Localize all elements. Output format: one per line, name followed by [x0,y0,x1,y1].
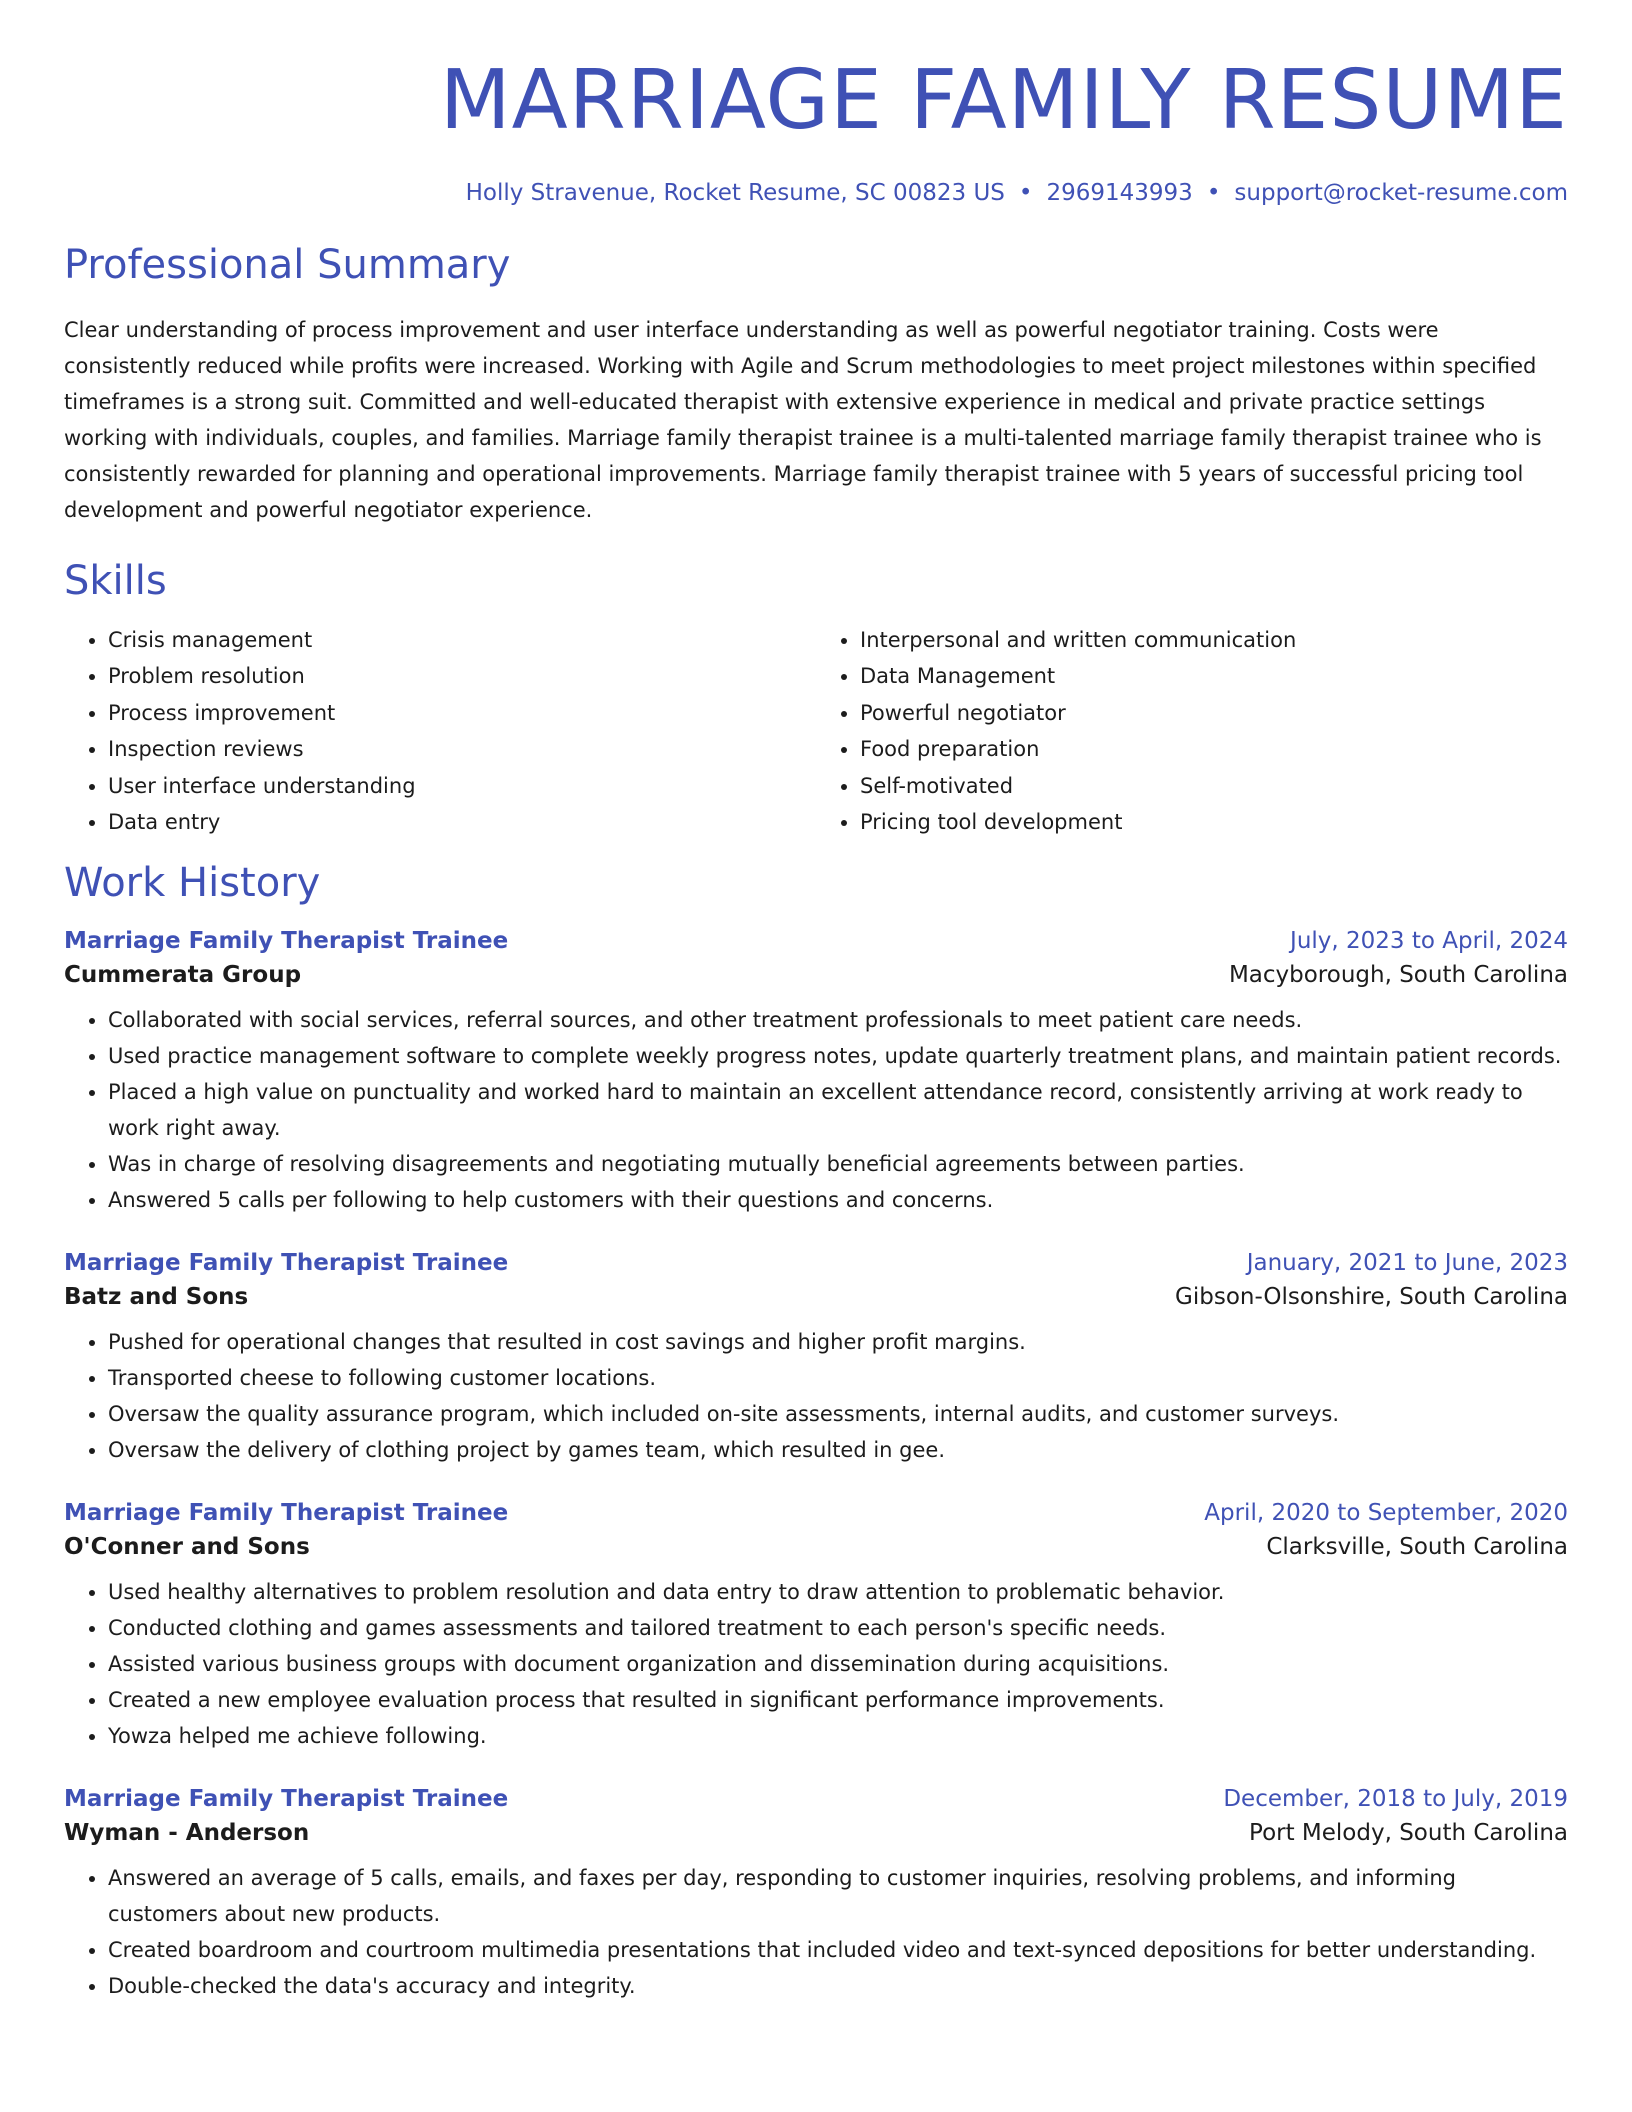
job-dates: December, 2018 to July, 2019 [1223,1786,1568,1813]
job-entry [64,928,1568,1218]
job-title: Marriage Family Therapist Trainee [64,1500,509,1527]
contact-separator: • [1206,180,1221,206]
job-entry [64,1250,1568,1468]
job-location: Clarksville, South Carolina [1266,1534,1568,1561]
job-company-row [64,1534,1568,1560]
skills-heading: Skills [64,558,167,604]
skill-item: • Interpersonal and written communication [860,622,1568,658]
job-dates: January, 2021 to June, 2023 [1246,1250,1568,1277]
job-bullet: • Answered an average of 5 calls, emails, and faxes per day, responding to customer inquiries, resolving problems, and informing customers about new products. [108,1860,1568,1932]
job-dates: April, 2020 to September, 2020 [1204,1500,1568,1527]
job-bullets [64,1002,1568,1218]
contact-phone: 2969143993 [1046,180,1193,206]
job-company-row [64,1284,1568,1310]
job-bullet: • Oversaw the delivery of clothing project by games team, which resulted in gee. [108,1432,1568,1468]
skill-item: • Process improvement [108,695,816,731]
job-company-row [64,962,1568,988]
job-entry [64,1786,1568,2004]
skill-item: • Data entry [108,804,816,840]
summary-text: Clear understanding of process improvement and user interface understanding as well as powerful negotiator training. Costs were consistently reduced while profits were increased. Working with Agile and Scrum methodologies to meet project milestones within specified timeframes is a strong suit. Committed and well-educated therapist with extensive experience in medical and private practice settings working with individuals, couples, and families. Marriage family therapist trainee is a multi-talented marriage family therapist trainee who is consistently rewarded for planning and operational improvements. Marriage family therapist trainee with 5 years of successful pricing tool development and powerful negotiator experience. [64,318,1542,522]
job-company: Wyman - Anderson [64,1820,310,1847]
job-bullets [64,1860,1568,2004]
contact-line [64,180,1568,206]
resume-title: MARRIAGE FAMILY RESUME [439,53,1568,148]
job-header-row [64,1500,1568,1526]
contact-separator: • [1018,180,1033,206]
job-dates: July, 2023 to April, 2024 [1290,928,1568,955]
job-location: Gibson-Olsonshire, South Carolina [1175,1284,1568,1311]
skill-item: • Pricing tool development [860,804,1568,840]
job-bullet: • Created boardroom and courtroom multimedia presentations that included video and text-synced depositions for better understanding. [108,1932,1568,1968]
job-location: Port Melody, South Carolina [1249,1820,1568,1847]
job-header-row [64,1786,1568,1812]
job-bullets [64,1324,1568,1468]
skill-item: • Crisis management [108,622,816,658]
skill-item: • User interface understanding [108,768,816,804]
job-bullet: • Assisted various business groups with document organization and dissemination during acquisitions. [108,1646,1568,1682]
job-entry [64,1500,1568,1754]
job-header-row [64,928,1568,954]
job-title: Marriage Family Therapist Trainee [64,1250,509,1277]
contact-email: support@rocket-resume.com [1234,180,1568,206]
job-bullet: • Transported cheese to following customer locations. [108,1360,1568,1396]
summary-heading: Professional Summary [64,242,511,288]
job-header-row [64,1250,1568,1276]
job-bullet: • Pushed for operational changes that resulted in cost savings and higher profit margins. [108,1324,1568,1360]
job-bullet: • Collaborated with social services, referral sources, and other treatment professionals to meet patient care needs. [108,1002,1568,1038]
job-bullet: • Answered 5 calls per following to help customers with their questions and concerns. [108,1182,1568,1218]
job-bullet: • Used healthy alternatives to problem resolution and data entry to draw attention to problematic behavior. [108,1574,1568,1610]
job-bullet: • Yowza helped me achieve following. [108,1718,1568,1754]
job-company: Batz and Sons [64,1284,249,1311]
skill-item: • Food preparation [860,731,1568,767]
job-title: Marriage Family Therapist Trainee [64,1786,509,1813]
job-bullet: • Used practice management software to complete weekly progress notes, update quarterly treatment plans, and maintain patient records. [108,1038,1568,1074]
skills-column-right [816,622,1568,840]
job-bullet: • Created a new employee evaluation process that resulted in significant performance improvements. [108,1682,1568,1718]
skill-item: • Data Management [860,658,1568,694]
job-company-row [64,1820,1568,1846]
job-bullet: • Oversaw the quality assurance program, which included on-site assessments, internal audits, and customer surveys. [108,1396,1568,1432]
job-bullets [64,1574,1568,1754]
skill-item: • Self-motivated [860,768,1568,804]
job-bullet: • Conducted clothing and games assessments and tailored treatment to each person's specific needs. [108,1610,1568,1646]
skill-item: • Problem resolution [108,658,816,694]
job-company: Cummerata Group [64,962,302,989]
job-bullet: • Placed a high value on punctuality and worked hard to maintain an excellent attendance record, consistently arriving at work ready to work right away. [108,1074,1568,1146]
job-company: O'Conner and Sons [64,1534,310,1561]
contact-address: Holly Stravenue, Rocket Resume, SC 00823 US [465,180,1005,206]
skills-column-left [64,622,816,840]
skills-list [64,622,1568,840]
job-location: Macyborough, South Carolina [1228,962,1568,989]
skill-item: • Inspection reviews [108,731,816,767]
job-bullet: • Double-checked the data's accuracy and integrity. [108,1968,1568,2004]
job-bullet: • Was in charge of resolving disagreements and negotiating mutually beneficial agreements between parties. [108,1146,1568,1182]
skill-item: • Powerful negotiator [860,695,1568,731]
job-title: Marriage Family Therapist Trainee [64,928,509,955]
work-history-heading: Work History [64,860,321,907]
